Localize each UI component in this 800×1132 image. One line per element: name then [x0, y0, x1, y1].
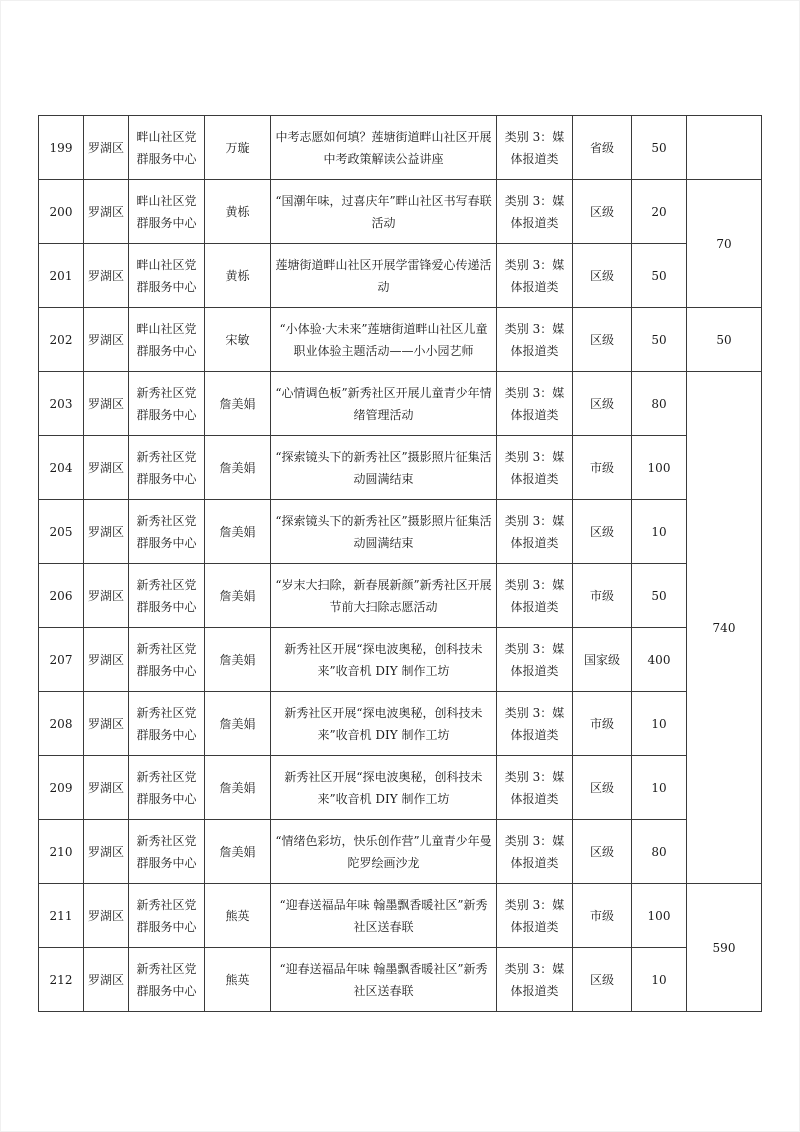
- organization-cell: 新秀社区党群服务中心: [129, 884, 205, 948]
- category-cell: 类别 3：媒体报道类: [497, 564, 573, 628]
- category-cell: 类别 3：媒体报道类: [497, 436, 573, 500]
- records-table: [38, 115, 762, 1012]
- district-cell: 罗湖区: [84, 820, 129, 884]
- activity-title-cell: “迎春送福品年味 翰墨飘香暖社区”新秀社区送春联: [271, 948, 497, 1012]
- organization-cell: 新秀社区党群服务中心: [129, 372, 205, 436]
- table-row: [39, 628, 762, 692]
- group-total-cell: 70: [687, 180, 762, 308]
- district-cell: 罗湖区: [84, 564, 129, 628]
- organization-cell: 新秀社区党群服务中心: [129, 948, 205, 1012]
- activity-title-cell: “探索镜头下的新秀社区”摄影照片征集活动圆满结束: [271, 436, 497, 500]
- row-number: 208: [39, 692, 84, 756]
- activity-title-cell: “迎春送福品年味 翰墨飘香暖社区”新秀社区送春联: [271, 884, 497, 948]
- score-cell: 100: [632, 884, 687, 948]
- score-cell: 20: [632, 180, 687, 244]
- category-cell: 类别 3：媒体报道类: [497, 692, 573, 756]
- group-total-cell: [687, 116, 762, 180]
- category-cell: 类别 3：媒体报道类: [497, 116, 573, 180]
- person-cell: 黄栎: [205, 244, 271, 308]
- row-number: 200: [39, 180, 84, 244]
- person-cell: 宋敏: [205, 308, 271, 372]
- person-cell: 詹美娟: [205, 628, 271, 692]
- score-cell: 80: [632, 372, 687, 436]
- organization-cell: 新秀社区党群服务中心: [129, 820, 205, 884]
- level-cell: 区级: [573, 372, 632, 436]
- table-body: [39, 116, 762, 1012]
- table-row: [39, 500, 762, 564]
- activity-title-cell: “心情调色板”新秀社区开展儿童青少年情绪管理活动: [271, 372, 497, 436]
- row-number: 206: [39, 564, 84, 628]
- activity-title-cell: “国潮年味，过喜庆年”畔山社区书写春联活动: [271, 180, 497, 244]
- table-row: [39, 820, 762, 884]
- table-row: [39, 692, 762, 756]
- level-cell: 区级: [573, 756, 632, 820]
- district-cell: 罗湖区: [84, 692, 129, 756]
- level-cell: 市级: [573, 884, 632, 948]
- row-number: 202: [39, 308, 84, 372]
- organization-cell: 畔山社区党群服务中心: [129, 308, 205, 372]
- table-row: [39, 756, 762, 820]
- score-cell: 10: [632, 756, 687, 820]
- district-cell: 罗湖区: [84, 948, 129, 1012]
- district-cell: 罗湖区: [84, 244, 129, 308]
- table-row: [39, 564, 762, 628]
- district-cell: 罗湖区: [84, 500, 129, 564]
- organization-cell: 畔山社区党群服务中心: [129, 244, 205, 308]
- category-cell: 类别 3：媒体报道类: [497, 756, 573, 820]
- person-cell: 熊英: [205, 948, 271, 1012]
- group-total-cell: 590: [687, 884, 762, 1012]
- row-number: 211: [39, 884, 84, 948]
- category-cell: 类别 3：媒体报道类: [497, 500, 573, 564]
- activity-title-cell: 莲塘街道畔山社区开展学雷锋爱心传递活动: [271, 244, 497, 308]
- level-cell: 市级: [573, 564, 632, 628]
- level-cell: 区级: [573, 244, 632, 308]
- group-total-cell: 50: [687, 308, 762, 372]
- row-number: 201: [39, 244, 84, 308]
- activity-title-cell: “岁末大扫除，新春展新颜”新秀社区开展节前大扫除志愿活动: [271, 564, 497, 628]
- score-cell: 50: [632, 244, 687, 308]
- score-cell: 50: [632, 116, 687, 180]
- score-cell: 50: [632, 564, 687, 628]
- person-cell: 詹美娟: [205, 564, 271, 628]
- group-total-cell: 740: [687, 372, 762, 884]
- level-cell: 区级: [573, 948, 632, 1012]
- score-cell: 10: [632, 948, 687, 1012]
- table-row: [39, 244, 762, 308]
- district-cell: 罗湖区: [84, 308, 129, 372]
- activity-title-cell: “情绪色彩坊，快乐创作营”儿童青少年曼陀罗绘画沙龙: [271, 820, 497, 884]
- organization-cell: 新秀社区党群服务中心: [129, 692, 205, 756]
- activity-title-cell: 新秀社区开展“探电波奥秘，创科技未来”收音机 DIY 制作工坊: [271, 756, 497, 820]
- table-row: [39, 372, 762, 436]
- organization-cell: 新秀社区党群服务中心: [129, 500, 205, 564]
- organization-cell: 畔山社区党群服务中心: [129, 116, 205, 180]
- level-cell: 市级: [573, 692, 632, 756]
- organization-cell: 新秀社区党群服务中心: [129, 756, 205, 820]
- score-cell: 10: [632, 692, 687, 756]
- row-number: 203: [39, 372, 84, 436]
- organization-cell: 畔山社区党群服务中心: [129, 180, 205, 244]
- table-row: [39, 436, 762, 500]
- person-cell: 熊英: [205, 884, 271, 948]
- person-cell: 詹美娟: [205, 436, 271, 500]
- level-cell: 市级: [573, 436, 632, 500]
- row-number: 212: [39, 948, 84, 1012]
- row-number: 207: [39, 628, 84, 692]
- category-cell: 类别 3：媒体报道类: [497, 948, 573, 1012]
- category-cell: 类别 3：媒体报道类: [497, 180, 573, 244]
- organization-cell: 新秀社区党群服务中心: [129, 564, 205, 628]
- district-cell: 罗湖区: [84, 756, 129, 820]
- table-row: [39, 884, 762, 948]
- person-cell: 詹美娟: [205, 692, 271, 756]
- table-row: [39, 180, 762, 244]
- category-cell: 类别 3：媒体报道类: [497, 628, 573, 692]
- category-cell: 类别 3：媒体报道类: [497, 244, 573, 308]
- person-cell: 詹美娟: [205, 500, 271, 564]
- row-number: 205: [39, 500, 84, 564]
- score-cell: 400: [632, 628, 687, 692]
- level-cell: 省级: [573, 116, 632, 180]
- district-cell: 罗湖区: [84, 372, 129, 436]
- category-cell: 类别 3：媒体报道类: [497, 820, 573, 884]
- activity-title-cell: 新秀社区开展“探电波奥秘，创科技未来”收音机 DIY 制作工坊: [271, 692, 497, 756]
- district-cell: 罗湖区: [84, 180, 129, 244]
- level-cell: 区级: [573, 500, 632, 564]
- score-cell: 50: [632, 308, 687, 372]
- level-cell: 区级: [573, 820, 632, 884]
- district-cell: 罗湖区: [84, 628, 129, 692]
- row-number: 199: [39, 116, 84, 180]
- level-cell: 国家级: [573, 628, 632, 692]
- row-number: 204: [39, 436, 84, 500]
- category-cell: 类别 3：媒体报道类: [497, 308, 573, 372]
- level-cell: 区级: [573, 180, 632, 244]
- table-row: [39, 948, 762, 1012]
- score-cell: 80: [632, 820, 687, 884]
- district-cell: 罗湖区: [84, 436, 129, 500]
- person-cell: 詹美娟: [205, 756, 271, 820]
- district-cell: 罗湖区: [84, 116, 129, 180]
- row-number: 210: [39, 820, 84, 884]
- activity-title-cell: “探索镜头下的新秀社区”摄影照片征集活动圆满结束: [271, 500, 497, 564]
- table-row: [39, 308, 762, 372]
- person-cell: 詹美娟: [205, 372, 271, 436]
- activity-title-cell: “小体验·大未来”莲塘街道畔山社区儿童职业体验主题活动——小小园艺师: [271, 308, 497, 372]
- score-cell: 100: [632, 436, 687, 500]
- row-number: 209: [39, 756, 84, 820]
- activity-title-cell: 新秀社区开展“探电波奥秘，创科技未来”收音机 DIY 制作工坊: [271, 628, 497, 692]
- category-cell: 类别 3：媒体报道类: [497, 372, 573, 436]
- person-cell: 黄栎: [205, 180, 271, 244]
- category-cell: 类别 3：媒体报道类: [497, 884, 573, 948]
- organization-cell: 新秀社区党群服务中心: [129, 436, 205, 500]
- level-cell: 区级: [573, 308, 632, 372]
- person-cell: 万璇: [205, 116, 271, 180]
- activity-title-cell: 中考志愿如何填？莲塘街道畔山社区开展中考政策解读公益讲座: [271, 116, 497, 180]
- table-row: [39, 116, 762, 180]
- person-cell: 詹美娟: [205, 820, 271, 884]
- organization-cell: 新秀社区党群服务中心: [129, 628, 205, 692]
- score-cell: 10: [632, 500, 687, 564]
- district-cell: 罗湖区: [84, 884, 129, 948]
